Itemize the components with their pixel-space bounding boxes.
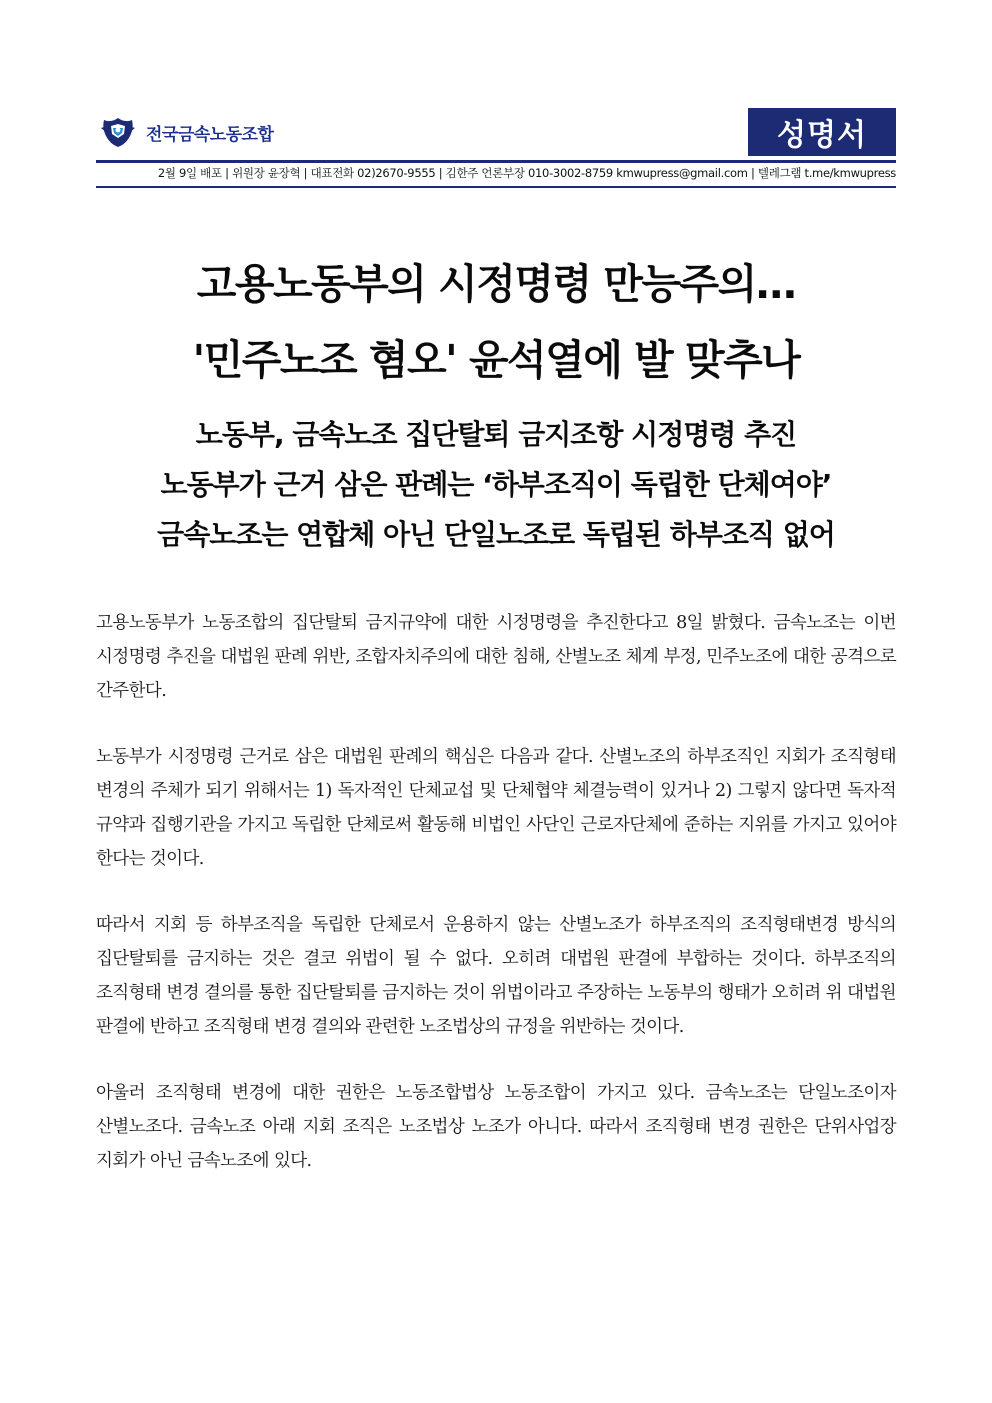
headline	[60, 246, 932, 398]
subheadline: 금속노조는 연합체 아닌 단일노조로 독립된 하부조직 없어	[157, 518, 835, 551]
org-name: 전국금속노동조합	[146, 124, 274, 145]
header-divider-top	[96, 160, 896, 163]
headline-line-1: 고용노동부의 시정명령 만능주의…	[196, 260, 796, 308]
subheadlines	[60, 410, 932, 560]
body-paragraph: 노동부가 시정명령 근거로 삼은 대법원 판례의 핵심은 다음과 같다. 산별노조의 하부조직인 지회가 조직형태 변경의 주체가 되기 위해서는 1) 독자적인 단체교섭 및 단체협약 체결능력이 있거나 2) 그렇지 않다면 독자적 규약과 집행기관을 가지고 독립한 단체로써 활동해 비법인 사단인 근로자단체에 준하는 지위를 가지고 있어야 한다는 것이다.	[96, 747, 896, 869]
body-paragraph: 따라서 지회 등 하부조직을 독립한 단체로서 운용하지 않는 산별노조가 하부조직의 조직형태변경 방식의 집단탈퇴를 금지하는 것은 결코 위법이 될 수 없다. 오히려 대법원 판결에 부합하는 것이다. 하부조직의 조직형태 변경 결의를 통한 집단탈퇴를 금지하는 것이 위법이라고 주장하는 노동부의 행태가 오히려 위 대법원 판결에 반하고 조직형태 변경 결의와 관련한 노조법상의 규정을 위반하는 것이다.	[96, 915, 896, 1037]
subheadline: 노동부가 근거 삼은 판례는 ‘하부조직이 독립한 단체여야’	[160, 468, 832, 501]
statement-body	[96, 606, 896, 1210]
union-emblem-icon	[98, 114, 138, 150]
body-paragraph: 아울러 조직형태 변경에 대한 권한은 노동조합법상 노동조합이 가지고 있다. 금속노조는 단일노조이자 산별노조다. 금속노조 아래 지회 조직은 노조법상 노조가 아니다. 따라서 조직형태 변경 권한은 단위사업장 지회가 아닌 금속노조에 있다.	[96, 1083, 896, 1171]
headline-line-2: '민주노조 혐오' 윤석열에 발 맞추나	[192, 336, 800, 384]
doc-type-badge: 성명서	[748, 108, 896, 156]
union-logo	[98, 114, 273, 150]
subheadline: 노동부, 금속노조 집단탈퇴 금지조항 시정명령 추진	[195, 418, 797, 451]
body-paragraph: 고용노동부가 노동조합의 집단탈퇴 금지규약에 대한 시정명령을 추진한다고 8일 밝혔다. 금속노조는 이번 시정명령 추진을 대법원 판례 위반, 조합자치주의에 대한 침해, 산별노조 체계 부정, 민주노조에 대한 공격으로 간주한다.	[96, 613, 896, 701]
contact-line: 2월 9일 배포 | 위원장 윤장혁 | 대표전화 02)2670-9555 | 김한주 언론부장 010-3002-8759 kmwupress@gmail.com | 텔레그램 t.me/kmwupress	[157, 166, 896, 180]
header-divider-bottom	[96, 186, 896, 188]
letterhead	[96, 104, 896, 188]
